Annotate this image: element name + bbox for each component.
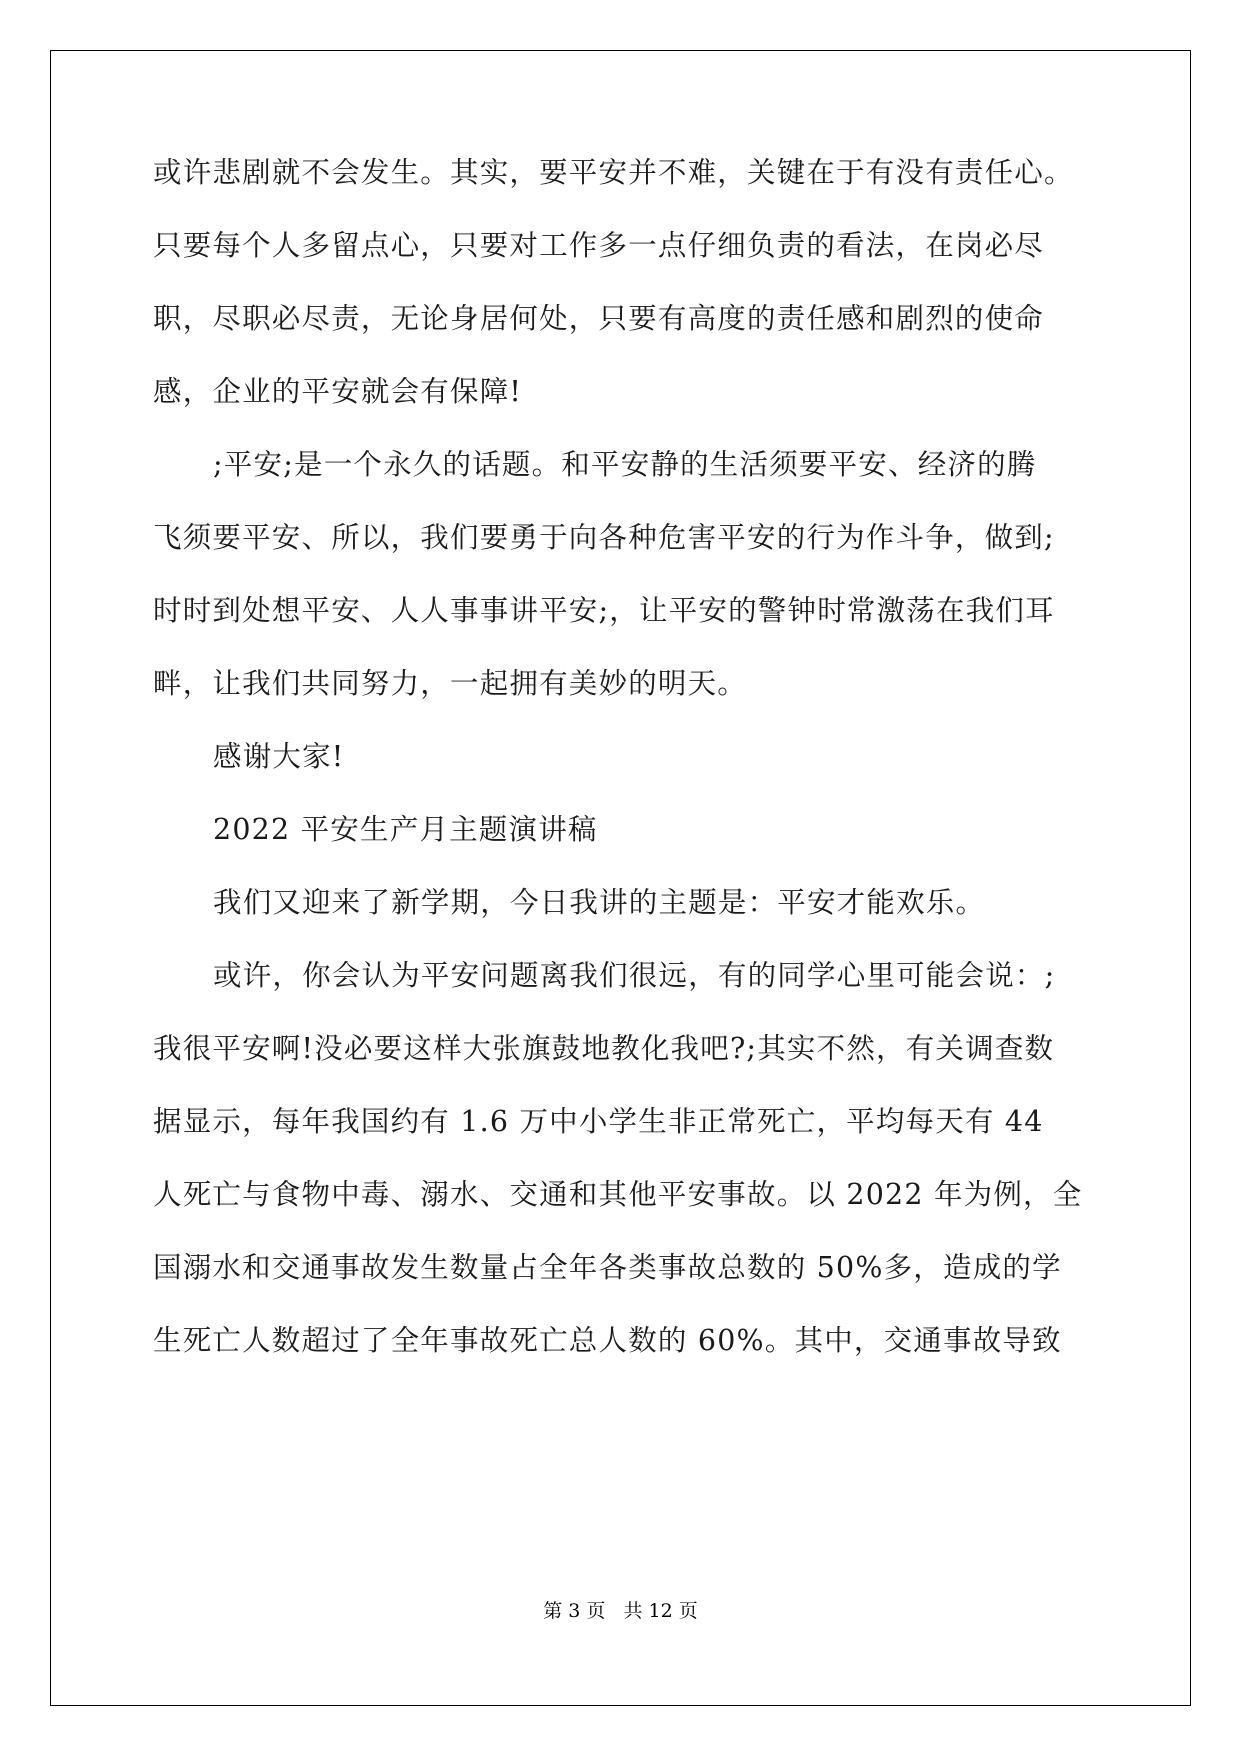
body-line: 我很平安啊!没必要这样大张旗鼓地教化我吧?;其实不然，有关调查数 bbox=[153, 1032, 1055, 1065]
body-line: 据显示，每年我国约有 1.6 万中小学生非正常死亡，平均每天有 44 bbox=[153, 1105, 1044, 1138]
closing-line: 感谢大家! bbox=[213, 740, 345, 773]
body-line: 时时到处想平安、人人事事讲平安;，让平安的警钟时常激荡在我们耳 bbox=[153, 594, 1055, 627]
page-number: 第 3 页 bbox=[543, 1600, 606, 1622]
page-total: 共 12 页 bbox=[623, 1600, 698, 1622]
section-title: 2022 平安生产月主题演讲稿 bbox=[213, 813, 598, 846]
body-line: 或许悲剧就不会发生。其实，要平安并不难，关键在于有没有责任心。 bbox=[153, 156, 1074, 189]
body-line: 生死亡人数超过了全年事故死亡总人数的 60%。其中，交通事故导致 bbox=[153, 1324, 1062, 1357]
body-line: 职，尽职必尽责，无论身居何处，只要有高度的责任感和剧烈的使命 bbox=[153, 302, 1045, 335]
body-line: 只要每个人多留点心，只要对工作多一点仔细负责的看法，在岗必尽 bbox=[153, 229, 1045, 262]
body-line: 人死亡与食物中毒、溺水、交通和其他平安事故。以 2022 年为例，全 bbox=[153, 1178, 1083, 1211]
body-line: 畔，让我们共同努力，一起拥有美妙的明天。 bbox=[153, 667, 748, 700]
body-line: 国溺水和交通事故发生数量占全年各类事故总数的 50%多，造成的学 bbox=[153, 1251, 1062, 1284]
body-line: 飞须要平安、所以，我们要勇于向各种危害平安的行为作斗争，做到; bbox=[153, 521, 1055, 554]
page-footer bbox=[0, 1596, 1241, 1623]
body-line: 感，企业的平安就会有保障! bbox=[153, 375, 523, 408]
body-line: 我们又迎来了新学期，今日我讲的主题是：平安才能欢乐。 bbox=[213, 886, 986, 919]
body-line: 或许，你会认为平安问题离我们很远，有的同学心里可能会说：; bbox=[213, 959, 1056, 992]
body-line: ;平安;是一个永久的话题。和平安静的生活须要平安、经济的腾 bbox=[213, 448, 1037, 481]
